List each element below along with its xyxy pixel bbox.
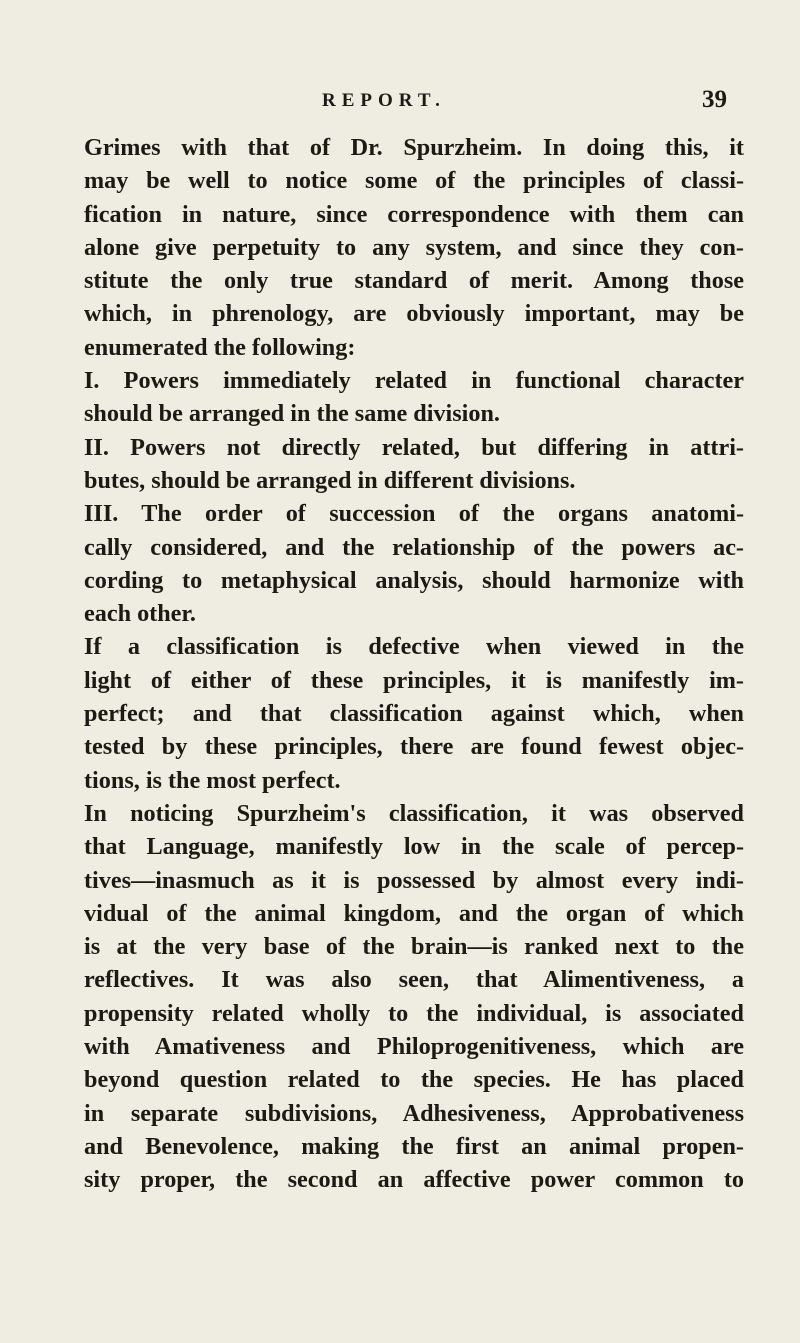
- text-line: alone give perpetuity to any system, and since they con-: [84, 233, 744, 261]
- text-line: light of either of these principles, it is manifestly im-: [84, 666, 744, 694]
- text-line: with Amativeness and Philoprogenitiveness, which are: [84, 1033, 744, 1061]
- page-header: [0, 86, 800, 116]
- text-line: tested by these principles, there are found fewest objec-: [84, 733, 744, 761]
- text-line: that Language, manifestly low in the scale of percep-: [84, 833, 744, 861]
- text-line: each other.: [84, 600, 196, 628]
- page-number: 39: [702, 86, 727, 113]
- text-line: in separate subdivisions, Adhesiveness, Approbativeness: [84, 1099, 744, 1127]
- text-line: should be arranged in the same division.: [84, 400, 500, 428]
- text-line: stitute the only true standard of merit. Among those: [84, 267, 744, 295]
- text-line: and Benevolence, making the first an animal propen-: [84, 1132, 744, 1160]
- text-line: beyond question related to the species. He has placed: [84, 1066, 744, 1094]
- text-line: reflectives. It was also seen, that Alimentiveness, a: [84, 966, 744, 994]
- text-line: I. Powers immediately related in functional character: [84, 367, 744, 395]
- text-line: In noticing Spurzheim's classification, it was observed: [84, 799, 744, 827]
- text-line: enumerated the following:: [84, 333, 356, 361]
- text-line: fication in nature, since correspondence with them can: [84, 200, 744, 228]
- text-line: III. The order of succession of the organs anatomi-: [84, 500, 744, 528]
- running-head: REPORT.: [322, 90, 446, 111]
- text-line: II. Powers not directly related, but differing in attri-: [84, 433, 744, 461]
- text-line: may be well to notice some of the principles of classi-: [84, 167, 744, 195]
- text-line: vidual of the animal kingdom, and the organ of which: [84, 899, 744, 927]
- text-line: propensity related wholly to the individual, is associated: [84, 999, 744, 1027]
- text-line: Grimes with that of Dr. Spurzheim. In doing this, it: [84, 134, 744, 161]
- body-text: [84, 131, 744, 1197]
- text-line: butes, should be arranged in different divisions.: [84, 466, 576, 494]
- text-line: is at the very base of the brain—is ranked next to the: [84, 933, 744, 961]
- text-line: cally considered, and the relationship of the powers ac-: [84, 533, 744, 561]
- text-line: cording to metaphysical analysis, should harmonize with: [84, 566, 744, 594]
- text-line: If a classification is defective when viewed in the: [84, 633, 744, 661]
- text-line: tives—inasmuch as it is possessed by almost every indi-: [84, 866, 744, 894]
- text-line: perfect; and that classification against which, when: [84, 700, 744, 728]
- text-line: which, in phrenology, are obviously important, may be: [84, 300, 744, 328]
- text-line: tions, is the most perfect.: [84, 766, 341, 794]
- text-line: sity proper, the second an affective power common to: [84, 1166, 744, 1194]
